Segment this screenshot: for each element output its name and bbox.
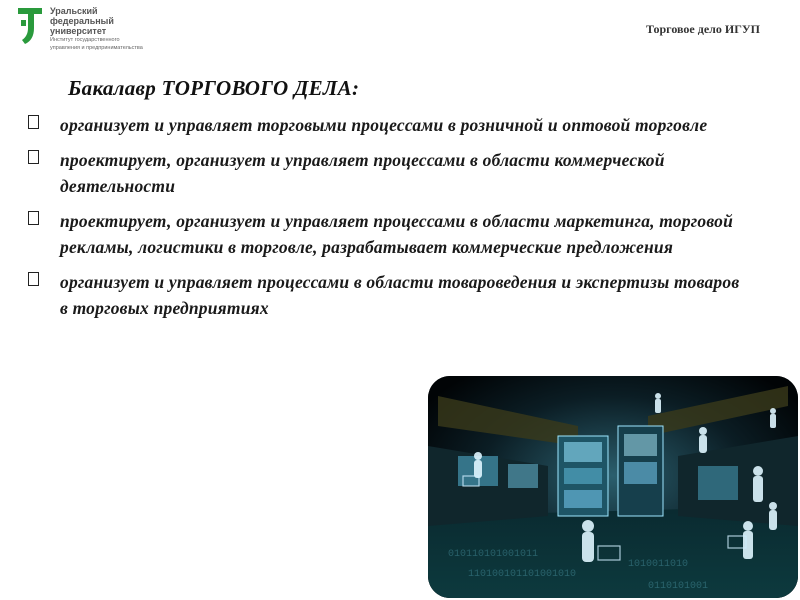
university-logo bbox=[16, 4, 166, 50]
course-label: Торговое дело ИГУП bbox=[646, 22, 760, 36]
ural-university-logo-icon bbox=[16, 4, 44, 48]
list-item bbox=[26, 269, 746, 321]
square-bullet-icon bbox=[28, 272, 39, 286]
bullet-text: организует и управляет торговыми процессами в розничной и оптовой торговле bbox=[60, 115, 708, 135]
list-item bbox=[26, 112, 746, 138]
logo-line-2: федеральный bbox=[50, 16, 114, 26]
logo-sub-2: управления и предпринимательства bbox=[50, 44, 143, 51]
bullet-list bbox=[26, 112, 746, 330]
logo-line-3: университет bbox=[50, 26, 107, 36]
slide-title-text: Бакалавр ТОРГОВОГО ДЕЛА: bbox=[68, 76, 360, 100]
svg-text:110100101101001010: 110100101101001010 bbox=[468, 569, 577, 580]
square-bullet-icon bbox=[28, 115, 39, 129]
svg-text:1010011010: 1010011010 bbox=[628, 559, 689, 570]
bullet-text: организует и управляет процессами в области товароведения и экспертизы товаров в торговых предприятиях bbox=[60, 272, 740, 318]
svg-text:0110101001: 0110101001 bbox=[648, 581, 709, 592]
digital-retail-illustration bbox=[428, 376, 798, 598]
svg-text:010110101001011: 010110101001011 bbox=[448, 549, 539, 560]
list-item bbox=[26, 147, 746, 199]
square-bullet-icon bbox=[28, 150, 39, 164]
bullet-text: проектирует, организует и управляет процессами в области маркетинга, торговой рекламы, логистики в торговле, разрабатывает коммерческие предложения bbox=[60, 211, 734, 257]
logo-sub-1: Институт государственного bbox=[50, 37, 120, 43]
logo-line-1: Уральский bbox=[50, 6, 98, 16]
digital-retail-image bbox=[428, 376, 798, 598]
bullet-text: проектирует, организует и управляет процессами в области коммерческой деятельности bbox=[60, 150, 665, 196]
square-bullet-icon bbox=[28, 211, 39, 225]
list-item bbox=[26, 208, 746, 260]
slide-title bbox=[68, 76, 359, 101]
